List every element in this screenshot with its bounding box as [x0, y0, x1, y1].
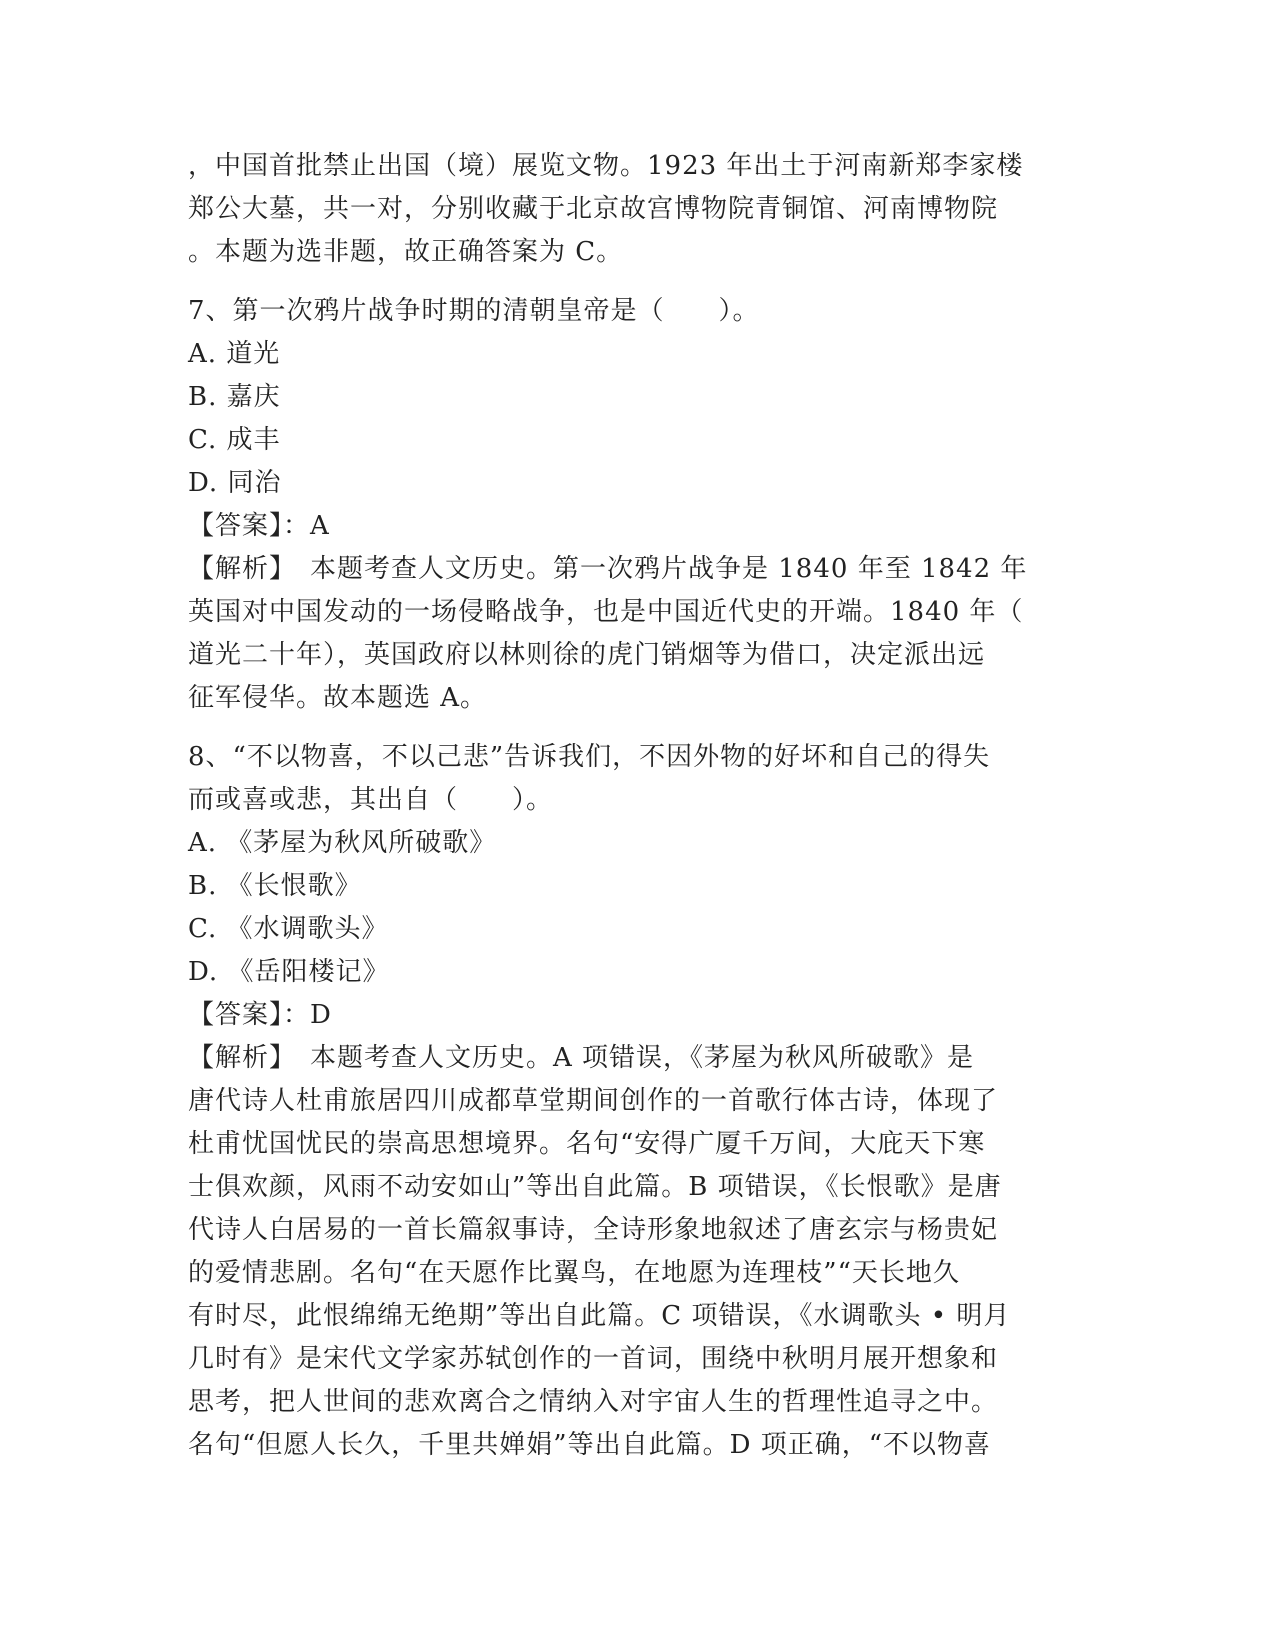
text-line: 郑公大墓，共一对，分别收藏于北京故宫博物院青铜馆、河南博物院: [188, 194, 999, 224]
explanation-line: 【解析】 本题考查人文历史。第一次鸦片战争是 1840 年至 1842 年: [188, 554, 1028, 584]
explanation-line: 杜甫忧国忧民的崇高思想境界。名句“安得广厦千万间，大庇天下寒: [188, 1129, 986, 1159]
explanation-line: 英国对中国发动的一场侵略战争，也是中国近代史的开端。1840 年（: [188, 597, 1024, 627]
explanation-line: 有时尽，此恨绵绵无绝期”等出自此篇。C 项错误，《水调歌头 • 明月: [188, 1301, 1011, 1331]
question-7: [188, 290, 1088, 720]
question-stem: 7、第一次鸦片战争时期的清朝皇帝是（ ）。: [188, 296, 760, 326]
option-c: C. 成丰: [188, 425, 281, 455]
text-line: 。本题为选非题，故正确答案为 C。: [188, 237, 624, 267]
explanation-line: 的爱情悲剧。名句“在天愿作比翼鸟，在地愿为连理枝”“天长地久: [188, 1258, 960, 1288]
explanation-line: 名句“但愿人长久，千里共婵娟”等出自此篇。D 项正确，“不以物喜: [188, 1430, 991, 1460]
explanation-line: 代诗人白居易的一首长篇叙事诗，全诗形象地叙述了唐玄宗与杨贵妃: [188, 1215, 999, 1245]
question-stem: 而或喜或悲，其出自（ ）。: [188, 785, 554, 815]
explanation-line: 【解析】 本题考查人文历史。A 项错误，《茅屋为秋风所破歌》是: [188, 1043, 975, 1073]
option-d: D. 同治: [188, 468, 282, 498]
option-c: C. 《水调歌头》: [188, 914, 389, 944]
explanation-line: 思考，把人世间的悲欢离合之情纳入对宇宙人生的哲理性追寻之中。: [188, 1387, 999, 1417]
option-b: B. 嘉庆: [188, 382, 281, 412]
option-d: D. 《岳阳楼记》: [188, 957, 390, 987]
explanation-line: 道光二十年），英国政府以林则徐的虎门销烟等为借口，决定派出远: [188, 640, 986, 670]
question-stem: 8、“不以物喜，不以己悲”告诉我们，不因外物的好坏和自己的得失: [188, 742, 991, 772]
answer-line: 【答案】：D: [188, 1000, 332, 1030]
explanation-line: 唐代诗人杜甫旅居四川成都草堂期间创作的一首歌行体古诗，体现了: [188, 1086, 999, 1116]
answer-line: 【答案】：A: [188, 511, 330, 541]
explanation-line: 士俱欢颜，风雨不动安如山”等出自此篇。B 项错误，《长恨歌》是唐: [188, 1172, 1002, 1202]
carryover-explanation: [188, 145, 1088, 274]
option-b: B. 《长恨歌》: [188, 871, 362, 901]
option-a: A. 道光: [188, 339, 281, 369]
document-page: [188, 145, 1088, 1467]
question-8: [188, 736, 1088, 1467]
text-line: ，中国首批禁止出国（境）展览文物。1923 年出土于河南新郑李家楼: [188, 151, 1024, 181]
option-a: A. 《茅屋为秋风所破歌》: [188, 828, 497, 858]
explanation-line: 几时有》是宋代文学家苏轼创作的一首词，围绕中秋明月展开想象和: [188, 1344, 999, 1374]
explanation-line: 征军侵华。故本题选 A。: [188, 683, 488, 713]
